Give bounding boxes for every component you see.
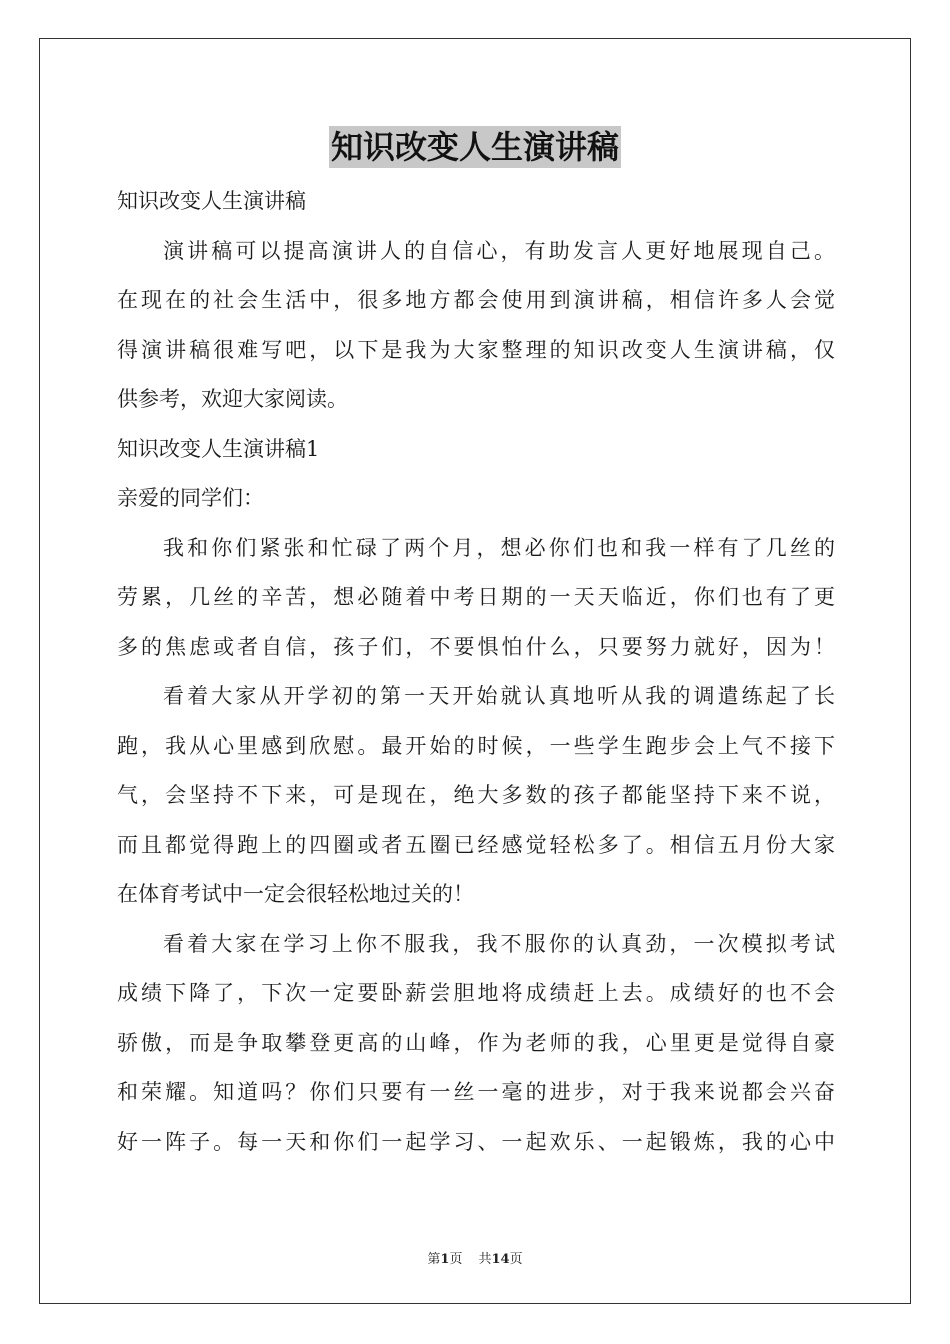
paragraph-line: 跑，我从心里感到欣慰。最开始的时候，一些学生跑步会上气不接下 <box>117 733 835 758</box>
document-body <box>117 177 835 1167</box>
document-title <box>0 126 950 168</box>
page-footer <box>0 1248 950 1267</box>
paragraph-line: 我和你们紧张和忙碌了两个月，想必你们也和我一样有了几丝的 <box>163 535 835 560</box>
footer-page-prefix: 第 <box>427 1252 441 1267</box>
paragraph-line: 得演讲稿很难写吧，以下是我为大家整理的知识改变人生演讲稿，仅 <box>117 337 835 362</box>
paragraph-line: 多的焦虑或者自信，孩子们，不要惧怕什么，只要努力就好，因为！ <box>117 634 835 659</box>
section-heading: 知识改变人生演讲稿1 <box>117 436 320 461</box>
salutation-line: 亲爱的同学们： <box>117 486 264 510</box>
paragraph-line: 看着大家从开学初的第一天开始就认真地听从我的调遣练起了长 <box>163 684 835 708</box>
footer-total-prefix: 共 <box>478 1252 492 1267</box>
footer-page-suffix: 页 <box>449 1252 463 1267</box>
subtitle-line: 知识改变人生演讲稿 <box>117 189 306 213</box>
paragraph-line: 在体育考试中一定会很轻松地过关的！ <box>117 882 474 906</box>
paragraph-line: 和荣耀。知道吗？你们只要有一丝一毫的进步，对于我来说都会兴奋 <box>117 1080 835 1104</box>
paragraph-line: 演讲稿可以提高演讲人的自信心，有助发言人更好地展现自己。 <box>163 238 835 263</box>
document-title-text: 知识改变人生演讲稿 <box>330 128 619 166</box>
paragraph-line: 气，会坚持不下来，可是现在，绝大多数的孩子都能坚持下来不说， <box>117 783 835 807</box>
paragraph-line: 好一阵子。每一天和你们一起学习、一起欢乐、一起锻炼，我的心中 <box>117 1129 835 1154</box>
paragraph-line: 而且都觉得跑上的四圈或者五圈已经感觉轻松多了。相信五月份大家 <box>117 832 835 857</box>
paragraph-line: 骄傲，而是争取攀登更高的山峰，作为老师的我，心里更是觉得自豪 <box>117 1030 835 1055</box>
paragraph-line: 劳累，几丝的辛苦，想必随着中考日期的一天天临近，你们也有了更 <box>117 585 835 609</box>
footer-page-number: 1 <box>440 1252 450 1267</box>
paragraph-line: 在现在的社会生活中，很多地方都会使用到演讲稿，相信许多人会觉 <box>117 288 835 312</box>
footer-total-pages: 14 <box>491 1252 510 1267</box>
paragraph-line: 供参考，欢迎大家阅读。 <box>117 387 348 411</box>
paragraph-line: 看着大家在学习上你不服我，我不服你的认真劲，一次模拟考试 <box>163 931 835 956</box>
paragraph-line: 成绩下降了，下次一定要卧薪尝胆地将成绩赶上去。成绩好的也不会 <box>117 981 835 1005</box>
footer-total-suffix: 页 <box>509 1252 523 1267</box>
